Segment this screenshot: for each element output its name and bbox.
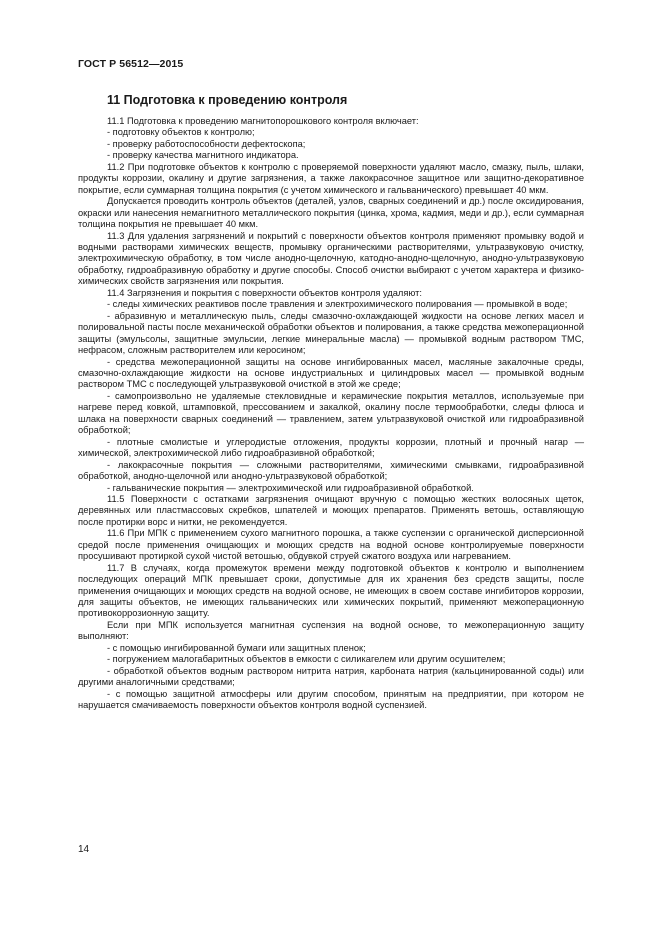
paragraph-11-6: 11.6 При МПК с применением сухого магнитного порошка, а также суспензии с органической дисперсионной средой после применения очищающих и моющих средств на водной основе контролируемые поверхности просушивают протиркой сухой чистой ветошью, обдувкой струей сжатого воздуха или нагреванием. bbox=[78, 528, 584, 562]
paragraph-11-1: 11.1 Подготовка к проведению магнитопорошкового контроля включает: bbox=[107, 116, 419, 126]
paragraph-11-3: 11.3 Для удаления загрязнений и покрытий с поверхности объектов контроля применяют промывку водой и водными растворами химических веществ, промывку органическими растворителями, ультразвуковую очистку, электрохимическую обработку, в том числе анодно-щелочную, катодно-анодно-щелочную, анодно-ультразвуковую обработку, гидроабразивную обработку и другие способы. Способ очистки выбирают с учетом характера и физико-химических свойств загрязнения или покрытия. bbox=[78, 230, 584, 287]
list-item: - лакокрасочные покрытия — сложными растворителями, химическими смывками, гидроабразивной обработкой, анодно-щелочной или анодно-ультразвуковой обработкой; bbox=[78, 459, 584, 482]
list-item: - следы химических реактивов после травления и электрохимического полирования — промывкой в воде; bbox=[107, 299, 568, 310]
list-item: - гальванические покрытия — электрохимической или гидроабразивной обработкой. bbox=[107, 482, 474, 493]
paragraph-11-5: 11.5 Поверхности с остатками загрязнения очищают вручную с помощью жестких волосяных щеток, деревянных или пластмассовых скребков, шпателей и моющих препаратов. Применять ветошь, оставляющую после протирки ворс и нитки, не рекомендуется. bbox=[78, 493, 584, 527]
list-item: - подготовку объектов к контролю; bbox=[107, 127, 255, 138]
paragraph-11-4: 11.4 Загрязнения и покрытия с поверхности объектов контроля удаляют: bbox=[107, 287, 422, 298]
document-header: ГОСТ Р 56512—2015 bbox=[78, 58, 184, 70]
list-item: - с помощью защитной атмосферы или другим способом, принятым на предприятии, при котором не нарушается смачиваемость поверхности объектов контроля водной суспензией. bbox=[78, 688, 584, 711]
paragraph: Допускается проводить контроль объектов (деталей, узлов, сварных соединений и др.) после оксидирования, окраски или нанесения немагнитного металлического покрытия (цинка, хрома, кадмия, меди и др.), если суммарная толщина покрытия не превышает 40 мкм. bbox=[78, 196, 584, 230]
list-item: - абразивную и металлическую пыль, следы смазочно-охлаждающей жидкости на основе легких масел и полировальной пасты после механической обработки объектов и полирования, а также средства межоперационной защиты (эмульсолы, защитные эмульсии, легкие минеральные масла) — промывкой водным раствором ТМС, нефрасом, сложным растворителем или керосином; bbox=[78, 310, 584, 356]
list-item: - проверку работоспособности дефектоскопа; bbox=[107, 138, 306, 149]
paragraph: Если при МПК используется магнитная суспензия на водной основе, то межоперационную защиту выполняют: bbox=[78, 619, 584, 642]
list-item: - самопроизвольно не удаляемые стекловидные и керамические покрытия металлов, используемые при нагреве перед ковкой, штамповкой, прессованием и закалкой, окалину после термообработки, следы флюса и шлака на поверхности сварных соединений — травлением, затем ультразвуковой очисткой или гидроабразивной обработкой; bbox=[78, 390, 584, 436]
list-item: - плотные смолистые и углеродистые отложения, продукты коррозии, плотный и прочный нагар — химической, электрохимической либо гидроабразивной обработкой; bbox=[78, 436, 584, 459]
page-number: 14 bbox=[78, 844, 90, 855]
list-item: - проверку качества магнитного индикатора. bbox=[107, 150, 299, 161]
list-item: - погружением малогабаритных объектов в емкости с силикагелем или другим осушителем; bbox=[107, 654, 506, 665]
paragraph-11-7: 11.7 В случаях, когда промежуток времени между подготовкой объектов к контролю и выполнением последующих операций МПК превышает сроки, допустимые для их хранения без средств защиты, после применения очищающих и моющих средств на водной основе, не имеющих в своем составе ингибиторов коррозии, для защиты объектов, не имеющих гальванических или химических покрытий, применяют межоперационную противокоррозионную защиту. bbox=[78, 562, 584, 619]
list-item: - средства межоперационной защиты на основе ингибированных масел, масляные закалочные среды, смазочно-охлаждающие жидкости на основе индустриальных и цилиндровых масел — промывкой водным раствором ТМС с последующей ультразвуковой очисткой в этой же среде; bbox=[78, 356, 584, 390]
paragraph-11-2: 11.2 При подготовке объектов к контролю с проверяемой поверхности удаляют масло, смазку, пыль, шлаки, продукты коррозии, окалину и другие загрязнения, а также лакокрасочное защитное или защитно-декоративное покрытие, если суммарная толщина покрытия (с учетом химического и гальванического) превышает 40 мкм. bbox=[78, 161, 584, 195]
document-body bbox=[78, 116, 584, 712]
list-item: - с помощью ингибированной бумаги или защитных пленок; bbox=[107, 642, 366, 653]
section-title: 11 Подготовка к проведению контроля bbox=[107, 93, 348, 107]
list-item: - обработкой объектов водным раствором нитрита натрия, карбоната натрия (кальцинированной соды) или другими аналогичными средствами; bbox=[78, 665, 584, 688]
